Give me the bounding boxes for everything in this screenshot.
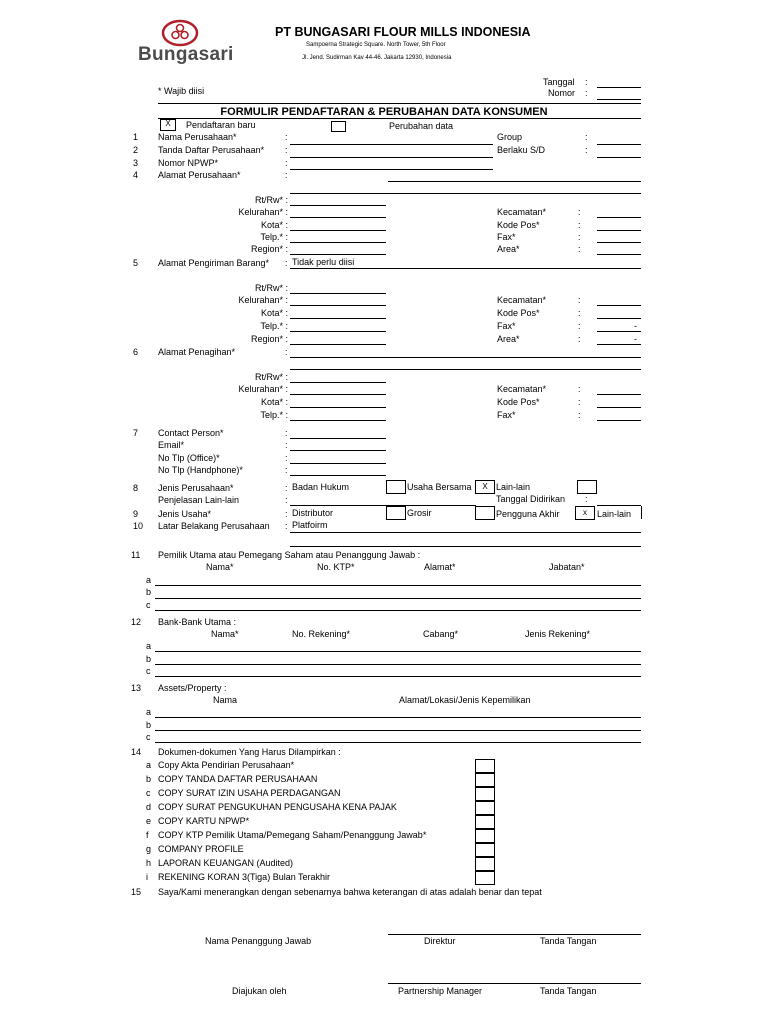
npwp-field[interactable] bbox=[290, 169, 493, 170]
s15-statement: Saya/Kami menerangkan dengan sebenarnya bahwa keterangan di atas adalah benar dan tepat bbox=[158, 887, 542, 897]
a3-fax-colon: : bbox=[578, 410, 581, 420]
a3-fax-field[interactable] bbox=[597, 420, 641, 421]
email-field[interactable] bbox=[290, 450, 386, 451]
a1-region-field[interactable] bbox=[290, 254, 386, 255]
doc-item-label: COPY SURAT PENGUKUHAN PENGUSAHA KENA PAJAK bbox=[158, 802, 397, 812]
pengguna-akhir-label: Pengguna Akhir bbox=[496, 509, 560, 519]
a2-kota-label: Kota* : bbox=[260, 308, 288, 318]
s10-num: 10 bbox=[133, 521, 144, 531]
s9-colon: : bbox=[285, 509, 288, 519]
s9-label: Jenis Usaha* bbox=[158, 509, 212, 519]
alamat-perusahaan-line2[interactable] bbox=[290, 193, 641, 194]
pengguna-akhir-checkbox[interactable]: x bbox=[575, 506, 595, 520]
s13-row-c: c bbox=[146, 732, 151, 742]
s4-num: 4 bbox=[133, 170, 139, 180]
latar-belakang-line1[interactable] bbox=[290, 532, 641, 533]
doc-item-checkbox[interactable] bbox=[475, 857, 495, 871]
a1-telp-field[interactable] bbox=[290, 242, 386, 243]
penjelasan-label: Penjelasan Lain-lain bbox=[158, 495, 240, 505]
doc-item-checkbox[interactable] bbox=[475, 815, 495, 829]
a2-kota-field[interactable] bbox=[290, 318, 386, 319]
s12-row-b-line[interactable] bbox=[155, 664, 641, 665]
s13-row-a: a bbox=[146, 707, 152, 717]
penjelasan-colon: : bbox=[285, 495, 288, 505]
s6-num: 6 bbox=[133, 347, 139, 357]
s7-num: 7 bbox=[133, 428, 139, 438]
s10-label: Latar Belakang Perusahaan bbox=[158, 521, 270, 531]
doc-item-key: d bbox=[146, 802, 152, 812]
s3-num: 3 bbox=[133, 158, 139, 168]
lain-lain-checkbox[interactable] bbox=[577, 480, 597, 494]
a3-telp-field[interactable] bbox=[290, 420, 386, 421]
s11-col-jabatan: Jabatan* bbox=[549, 562, 585, 572]
tanggal-didirikan-field[interactable] bbox=[597, 505, 641, 506]
a1-kelurahan-label: Kelurahan* : bbox=[238, 207, 288, 217]
lain-lain-label: Lain-lain bbox=[496, 482, 531, 492]
penjelasan-field[interactable] bbox=[290, 505, 476, 506]
alamat-penagihan-line1[interactable] bbox=[290, 357, 641, 358]
office-colon: : bbox=[285, 453, 288, 463]
doc-item-key: f bbox=[146, 830, 149, 840]
s13-row-b: b bbox=[146, 720, 152, 730]
s12-num: 12 bbox=[131, 617, 142, 627]
usaha-bersama-label: Usaha Bersama bbox=[407, 482, 472, 492]
s4-label: Alamat Perusahaan* bbox=[158, 170, 241, 180]
s11-row-a-line[interactable] bbox=[155, 585, 641, 586]
partnership-manager-label: Partnership Manager bbox=[398, 986, 483, 996]
doc-item-checkbox[interactable] bbox=[475, 871, 495, 885]
office-phone-field[interactable] bbox=[290, 463, 386, 464]
latar-belakang-line2[interactable] bbox=[290, 546, 641, 547]
tanggal-colon: : bbox=[585, 77, 588, 87]
a1-kelurahan-field[interactable] bbox=[290, 217, 386, 218]
title-top-rule bbox=[158, 103, 641, 104]
hp-colon: : bbox=[285, 465, 288, 475]
s6-label: Alamat Penagihan* bbox=[158, 347, 236, 357]
a3-kodepos-label: Kode Pos* bbox=[497, 397, 540, 407]
berlaku-field[interactable] bbox=[597, 157, 641, 158]
a2-fax-field[interactable] bbox=[597, 331, 641, 332]
a1-region-label: Region* : bbox=[250, 244, 288, 254]
penanggung-jawab-label: Nama Penanggung Jawab bbox=[205, 936, 312, 946]
distributor-checkbox[interactable] bbox=[386, 506, 406, 520]
group-field[interactable] bbox=[597, 144, 641, 145]
s11-row-c-line[interactable] bbox=[155, 610, 641, 611]
s12-row-a-line[interactable] bbox=[155, 651, 641, 652]
s11-col-nama: Nama* bbox=[206, 562, 234, 572]
a2-fax-dash: - bbox=[634, 321, 637, 331]
s5-num: 5 bbox=[133, 258, 139, 268]
s1-label: Nama Perusahaan* bbox=[158, 132, 237, 142]
a2-kecamatan-field[interactable] bbox=[597, 305, 641, 306]
contact-colon: : bbox=[285, 428, 288, 438]
alamat-penagihan-line2[interactable] bbox=[290, 369, 641, 370]
a2-area-colon: : bbox=[578, 334, 581, 344]
tanggal-didirikan-label: Tanggal Didirikan bbox=[496, 494, 566, 504]
s9-lain-lain-label: Lain-lain bbox=[597, 509, 632, 519]
s15-num: 15 bbox=[131, 887, 142, 897]
contact-person-label: Contact Person* bbox=[158, 428, 224, 438]
s5-colon: : bbox=[285, 258, 288, 268]
a1-fax-label: Fax* bbox=[497, 232, 516, 242]
s14-label: Dokumen-dokumen Yang Harus Dilampirkan : bbox=[158, 747, 341, 757]
doc-item-label: COMPANY PROFILE bbox=[158, 844, 244, 854]
a2-area-dash: - bbox=[634, 334, 637, 344]
a2-kelurahan-label: Kelurahan* : bbox=[238, 295, 288, 305]
alamat-pengiriman-line1[interactable] bbox=[290, 268, 641, 269]
doc-item-label: COPY KTP Pemilik Utama/Pemegang Saham/Penanggung Jawab* bbox=[158, 830, 427, 840]
tanda-daftar-field[interactable] bbox=[290, 157, 493, 158]
title-bottom-rule bbox=[158, 118, 641, 119]
s11-num: 11 bbox=[131, 550, 141, 560]
handphone-field[interactable] bbox=[290, 475, 386, 476]
nomor-colon: : bbox=[585, 88, 588, 98]
direktur-label: Direktur bbox=[424, 936, 456, 946]
doc-item-checkbox[interactable] bbox=[475, 759, 495, 773]
s9-num: 9 bbox=[133, 509, 139, 519]
tanggal-label: Tanggal bbox=[543, 77, 575, 87]
badan-hukum-checkbox[interactable] bbox=[386, 480, 406, 494]
a2-fax-label: Fax* bbox=[497, 321, 516, 331]
wajib-note: * Wajib diisi bbox=[158, 86, 205, 96]
a1-kota-label: Kota* : bbox=[260, 220, 288, 230]
a1-kecamatan-label: Kecamatan* bbox=[497, 207, 547, 217]
nomor-label: Nomor bbox=[548, 88, 576, 98]
s13-label: Assets/Property : bbox=[158, 683, 227, 693]
doc-item-label: LAPORAN KEUANGAN (Audited) bbox=[158, 858, 294, 868]
a3-rtrw-label: Rt/Rw* : bbox=[254, 372, 288, 382]
tanda-tangan-2-label: Tanda Tangan bbox=[540, 986, 597, 996]
a1-kodepos-colon: : bbox=[578, 220, 581, 230]
doc-item-checkbox[interactable] bbox=[475, 773, 495, 787]
s13-num: 13 bbox=[131, 683, 142, 693]
s12-col-nama: Nama* bbox=[211, 629, 239, 639]
doc-item-label: Copy Akta Pendirian Perusahaan* bbox=[158, 760, 295, 770]
s12-row-b: b bbox=[146, 654, 152, 664]
form-title: FORMULIR PENDAFTARAN & PERUBAHAN DATA KONSUMEN bbox=[220, 106, 548, 118]
doc-item-label: COPY TANDA DAFTAR PERUSAHAAN bbox=[158, 774, 318, 784]
grosir-label: Grosir bbox=[407, 508, 432, 518]
s13-col-nama: Nama bbox=[213, 695, 238, 705]
didirikan-colon: : bbox=[585, 494, 588, 504]
a3-rtrw-field[interactable] bbox=[290, 382, 386, 383]
perubahan-data-checkbox[interactable] bbox=[331, 121, 346, 132]
s8-num: 8 bbox=[133, 483, 139, 493]
s12-row-c-line[interactable] bbox=[155, 676, 641, 677]
doc-item-key: a bbox=[146, 760, 152, 770]
a2-kecamatan-label: Kecamatan* bbox=[497, 295, 547, 305]
doc-item-label: COPY KARTU NPWP* bbox=[158, 816, 250, 826]
s3-label: Nomor NPWP* bbox=[158, 158, 219, 168]
a2-area-field[interactable] bbox=[597, 344, 641, 345]
s11-row-a: a bbox=[146, 575, 152, 585]
group-label: Group bbox=[497, 132, 523, 142]
company-address-line1: Sampoerna Strategic Square. North Tower, 5th Floor bbox=[306, 42, 446, 48]
s11-row-b: b bbox=[146, 587, 152, 597]
company-address-line2: Jl. Jend. Sudirman Kav 44-46. Jakarta 12930, Indonesia bbox=[302, 55, 452, 61]
s12-col-rekening: No. Rekening* bbox=[292, 629, 351, 639]
berlaku-colon: : bbox=[585, 145, 588, 155]
a3-kodepos-colon: : bbox=[578, 397, 581, 407]
a1-fax-colon: : bbox=[578, 232, 581, 242]
nomor-field[interactable] bbox=[597, 99, 641, 100]
doc-item-key: e bbox=[146, 816, 152, 826]
signature-line-2[interactable] bbox=[388, 983, 641, 984]
a3-kelurahan-label: Kelurahan* : bbox=[238, 384, 288, 394]
s11-row-b-line[interactable] bbox=[155, 598, 641, 599]
email-colon: : bbox=[285, 440, 288, 450]
a3-fax-label: Fax* bbox=[497, 410, 516, 420]
a2-kodepos-colon: : bbox=[578, 308, 581, 318]
s13-row-c-line[interactable] bbox=[155, 742, 641, 743]
a3-kodepos-field[interactable] bbox=[597, 407, 641, 408]
doc-item-label: REKENING KORAN 3(Tiga) Bulan Terakhir bbox=[158, 872, 331, 882]
s3-colon: : bbox=[285, 158, 288, 168]
company-name: PT BUNGASARI FLOUR MILLS INDONESIA bbox=[275, 25, 531, 39]
s8-label: Jenis Perusahaan* bbox=[158, 483, 234, 493]
s5-value: Tidak perlu diisi bbox=[292, 257, 355, 267]
diajukan-oleh-label: Diajukan oleh bbox=[232, 986, 287, 996]
pendaftaran-baru-label: Pendaftaran baru bbox=[186, 120, 256, 130]
a2-area-label: Area* bbox=[497, 334, 520, 344]
s13-col-alamat: Alamat/Lokasi/Jenis Kepemilikan bbox=[399, 695, 531, 705]
a1-fax-field[interactable] bbox=[597, 242, 641, 243]
s13-row-b-line[interactable] bbox=[155, 730, 641, 731]
contact-person-field[interactable] bbox=[290, 438, 386, 439]
doc-item-checkbox[interactable] bbox=[475, 801, 495, 815]
signature-line-1[interactable] bbox=[388, 934, 641, 935]
doc-item-key: b bbox=[146, 774, 152, 784]
doc-item-checkbox[interactable] bbox=[475, 829, 495, 843]
latar-belakang-value: Platfoirm bbox=[292, 520, 328, 530]
a2-kecamatan-colon: : bbox=[578, 295, 581, 305]
grosir-checkbox[interactable] bbox=[475, 506, 495, 520]
a1-kodepos-field[interactable] bbox=[597, 230, 641, 231]
s12-col-cabang: Cabang* bbox=[423, 629, 459, 639]
s8-colon: : bbox=[285, 483, 288, 493]
a3-kecamatan-colon: : bbox=[578, 384, 581, 394]
a2-kodepos-label: Kode Pos* bbox=[497, 308, 540, 318]
perubahan-data-label: Perubahan data bbox=[389, 121, 454, 131]
s6-colon: : bbox=[285, 347, 288, 357]
doc-item-key: i bbox=[146, 872, 148, 882]
badan-hukum-label: Badan Hukum bbox=[292, 482, 350, 492]
handphone-label: No Tlp (Handphone)* bbox=[158, 465, 243, 475]
s11-label: Pemilik Utama atau Pemegang Saham atau Penanggung Jawab : bbox=[158, 550, 421, 560]
a1-rtrw-field[interactable] bbox=[290, 205, 386, 206]
a3-kelurahan-field[interactable] bbox=[290, 394, 386, 395]
a3-kecamatan-label: Kecamatan* bbox=[497, 384, 547, 394]
email-label: Email* bbox=[158, 440, 185, 450]
usaha-bersama-checkbox[interactable]: X bbox=[475, 480, 495, 494]
berlaku-label: Berlaku S/D bbox=[497, 145, 546, 155]
a1-area-colon: : bbox=[578, 244, 581, 254]
a1-telp-label: Telp.* : bbox=[260, 232, 288, 242]
s11-col-ktp: No. KTP* bbox=[317, 562, 355, 572]
s12-col-jenis: Jenis Rekening* bbox=[525, 629, 591, 639]
s1-num: 1 bbox=[133, 132, 139, 142]
alamat-perusahaan-line1[interactable] bbox=[388, 181, 641, 182]
s9-right-border bbox=[641, 506, 642, 519]
a1-area-field[interactable] bbox=[597, 254, 641, 255]
a2-region-label: Region* : bbox=[250, 334, 288, 344]
s11-row-c: c bbox=[146, 600, 151, 610]
s4-colon: : bbox=[285, 170, 288, 180]
s12-row-a: a bbox=[146, 641, 152, 651]
s2-colon: : bbox=[285, 145, 288, 155]
a1-kodepos-label: Kode Pos* bbox=[497, 220, 540, 230]
s2-num: 2 bbox=[133, 145, 139, 155]
a2-kodepos-field[interactable] bbox=[597, 318, 641, 319]
a3-kota-field[interactable] bbox=[290, 407, 386, 408]
a2-rtrw-field[interactable] bbox=[290, 293, 386, 294]
doc-item-label: COPY SURAT IZIN USAHA PERDAGANGAN bbox=[158, 788, 341, 798]
a1-rtrw-label: Rt/Rw* : bbox=[254, 195, 288, 205]
logo-text: Bungasari bbox=[138, 44, 234, 65]
s2-label: Tanda Daftar Perusahaan* bbox=[158, 145, 265, 155]
doc-item-checkbox[interactable] bbox=[475, 843, 495, 857]
group-colon: : bbox=[585, 132, 588, 142]
pendaftaran-baru-checkbox[interactable]: X bbox=[160, 119, 176, 131]
a2-rtrw-label: Rt/Rw* : bbox=[254, 283, 288, 293]
a2-telp-field[interactable] bbox=[290, 331, 386, 332]
a1-kecamatan-field[interactable] bbox=[597, 217, 641, 218]
office-phone-label: No Tlp (Office)* bbox=[158, 453, 220, 463]
s14-num: 14 bbox=[131, 747, 142, 757]
doc-item-key: c bbox=[146, 788, 151, 798]
a2-fax-colon: : bbox=[578, 321, 581, 331]
s5-label: Alamat Pengiriman Barang* bbox=[158, 258, 270, 268]
a2-telp-label: Telp.* : bbox=[260, 321, 288, 331]
s10-colon: : bbox=[285, 521, 288, 531]
s11-col-alamat: Alamat* bbox=[424, 562, 456, 572]
a1-area-label: Area* bbox=[497, 244, 520, 254]
tanggal-field[interactable] bbox=[597, 87, 641, 88]
s12-row-c: c bbox=[146, 666, 151, 676]
doc-item-checkbox[interactable] bbox=[475, 787, 495, 801]
a2-kelurahan-field[interactable] bbox=[290, 305, 386, 306]
a1-kecamatan-colon: : bbox=[578, 207, 581, 217]
distributor-label: Distributor bbox=[292, 508, 334, 518]
doc-item-key: h bbox=[146, 858, 152, 868]
s1-colon: : bbox=[285, 132, 288, 142]
a3-kecamatan-field[interactable] bbox=[597, 394, 641, 395]
a3-telp-label: Telp.* : bbox=[260, 410, 288, 420]
doc-item-key: g bbox=[146, 844, 152, 854]
nama-perusahaan-field[interactable] bbox=[290, 144, 493, 145]
a3-kota-label: Kota* : bbox=[260, 397, 288, 407]
a2-region-field[interactable] bbox=[290, 344, 386, 345]
a1-kota-field[interactable] bbox=[290, 230, 386, 231]
s13-row-a-line[interactable] bbox=[155, 717, 641, 718]
tanda-tangan-1-label: Tanda Tangan bbox=[540, 936, 597, 946]
s12-label: Bank-Bank Utama : bbox=[158, 617, 237, 627]
